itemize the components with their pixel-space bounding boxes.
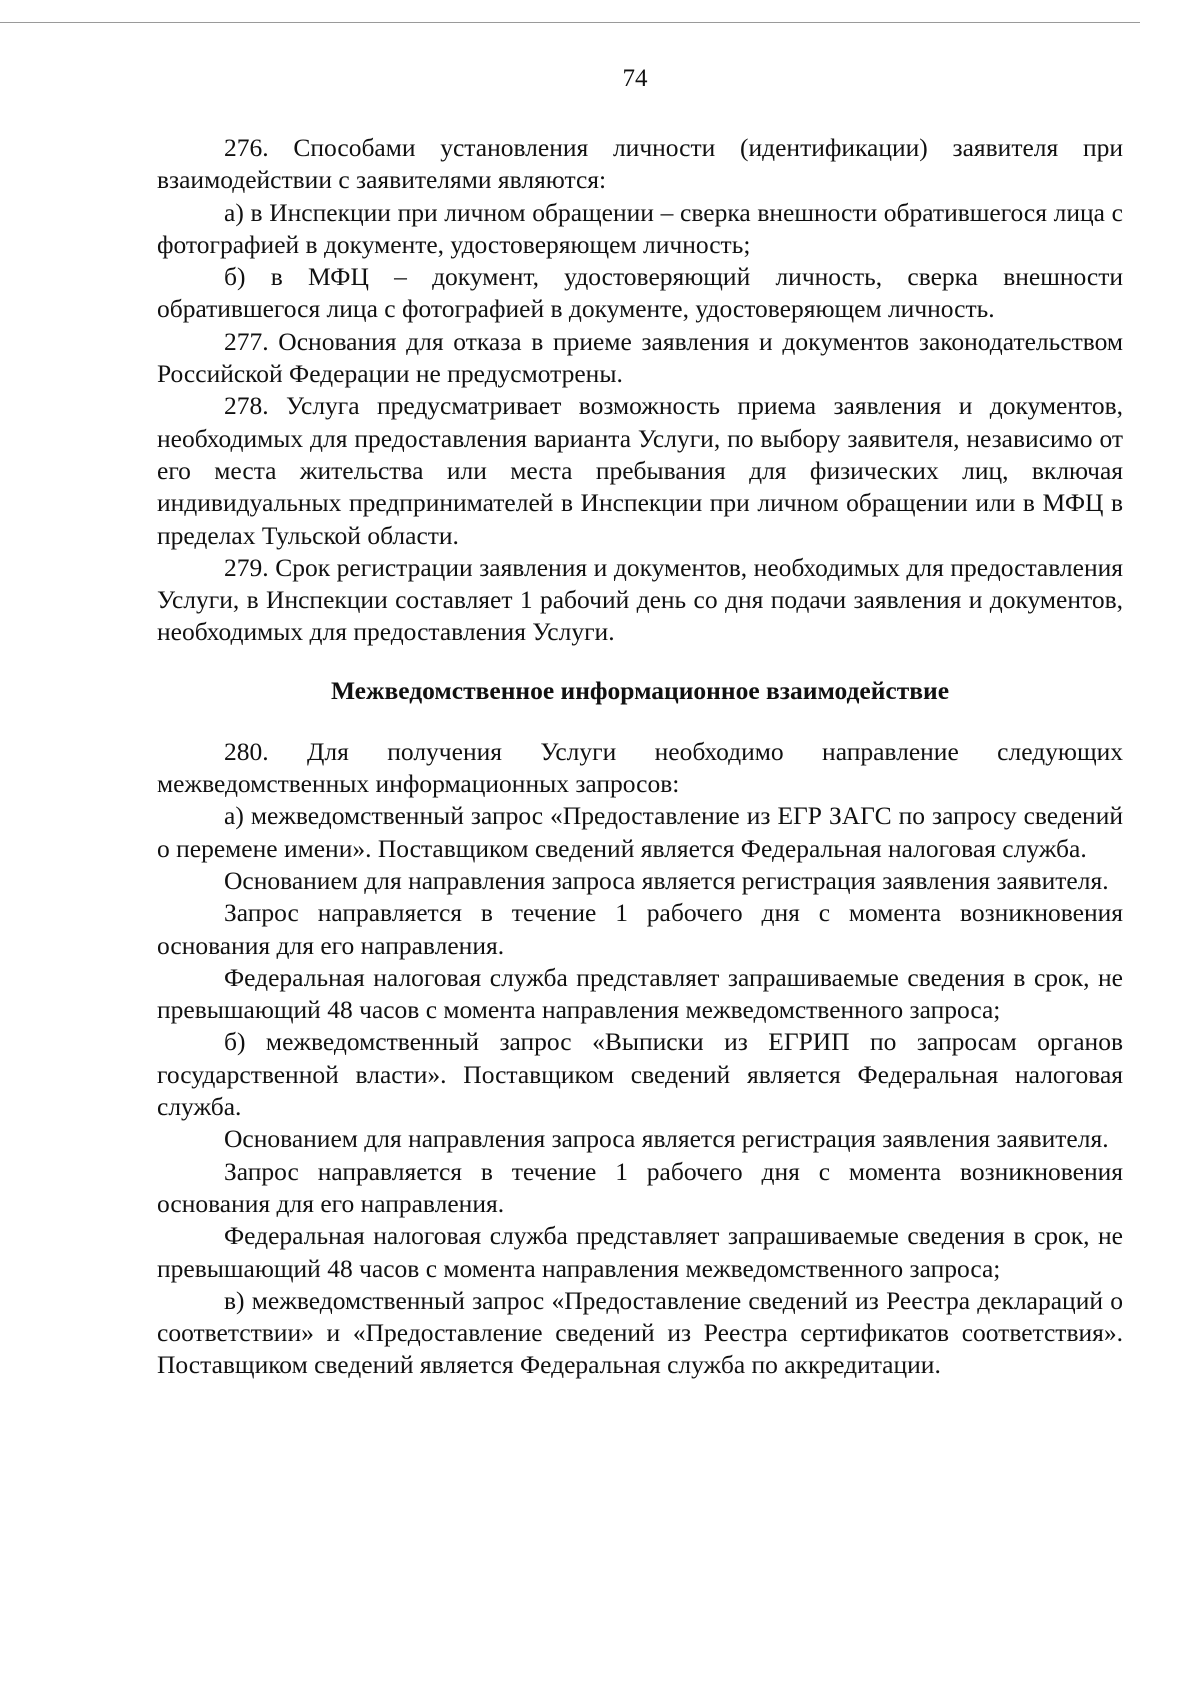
- paragraph-280-a-basis: Основанием для направления запроса является регистрация заявления заявителя.: [224, 865, 1109, 895]
- paragraph-280-a-timing: Запрос направляется в течение 1 рабочего дня с момента возникновения основания для его направления.: [157, 898, 1123, 960]
- paragraph-280-b-response: Федеральная налоговая служба представляет запрашиваемые сведения в срок, не превышающий 48 часов с момента направления межведомственного запроса;: [157, 1221, 1123, 1283]
- paragraph-276-a: а) в Инспекции при личном обращении – сверка внешности обратившегося лица с фотографией в документе, удостоверяющем личность;: [157, 197, 1123, 259]
- page-number: 74: [622, 65, 648, 92]
- paragraph-280-b-basis: Основанием для направления запроса является регистрация заявления заявителя.: [224, 1124, 1109, 1154]
- paragraph-279: 279. Срок регистрации заявления и документов, необходимых для предоставления Услуги, в Инспекции составляет 1 рабочий день со дня подачи заявления и документов, необходимых для предоставления Услуги.: [157, 552, 1123, 647]
- top-rule: [0, 22, 1140, 23]
- section-heading: Межведомственное информационное взаимодействие: [330, 675, 950, 705]
- paragraph-276-b: б) в МФЦ – документ, удостоверяющий личность, сверка внешности обратившегося лица с фотографией в документе, удостоверяющем личность.: [157, 262, 1123, 324]
- paragraph-278: 278. Услуга предусматривает возможность приема заявления и документов, необходимых для предоставления варианта Услуги, по выбору заявителя, независимо от его места жительства или места пребывания для физических лиц, включая индивидуальных предпринимателей в Инспекции при личном обращении или в МФЦ в пределах Тульской области.: [157, 391, 1123, 550]
- paragraph-280-a-response: Федеральная налоговая служба представляет запрашиваемые сведения в срок, не превышающий 48 часов с момента направления межведомственного запроса;: [157, 962, 1123, 1025]
- paragraph-280: 280. Для получения Услуги необходимо направление следующих межведомственных информационных запросов:: [157, 736, 1123, 799]
- document-body: [157, 132, 1123, 1382]
- paragraph-277: 277. Основания для отказа в приеме заявления и документов законодательством Российской Федерации не предусмотрены.: [157, 326, 1123, 389]
- paragraph-280-c: в) межведомственный запрос «Предоставление сведений из Реестра деклараций о соответствии» и «Предоставление сведений из Реестра сертификатов соответствия». Поставщиком сведений является Федеральная служба по аккредитации.: [157, 1285, 1123, 1380]
- paragraph-280-b: б) межведомственный запрос «Выписки из ЕГРИП по запросам органов государственной власти». Поставщиком сведений является Федеральная налоговая служба.: [157, 1027, 1123, 1122]
- paragraph-280-a: а) межведомственный запрос «Предоставление из ЕГР ЗАГС по запросу сведений о перемене имени». Поставщиком сведений является Федеральная налоговая служба.: [157, 801, 1123, 863]
- paragraph-280-b-timing: Запрос направляется в течение 1 рабочего дня с момента возникновения основания для его направления.: [157, 1156, 1123, 1218]
- paragraph-276: 276. Способами установления личности (идентификации) заявителя при взаимодействии с заявителями являются:: [157, 133, 1123, 195]
